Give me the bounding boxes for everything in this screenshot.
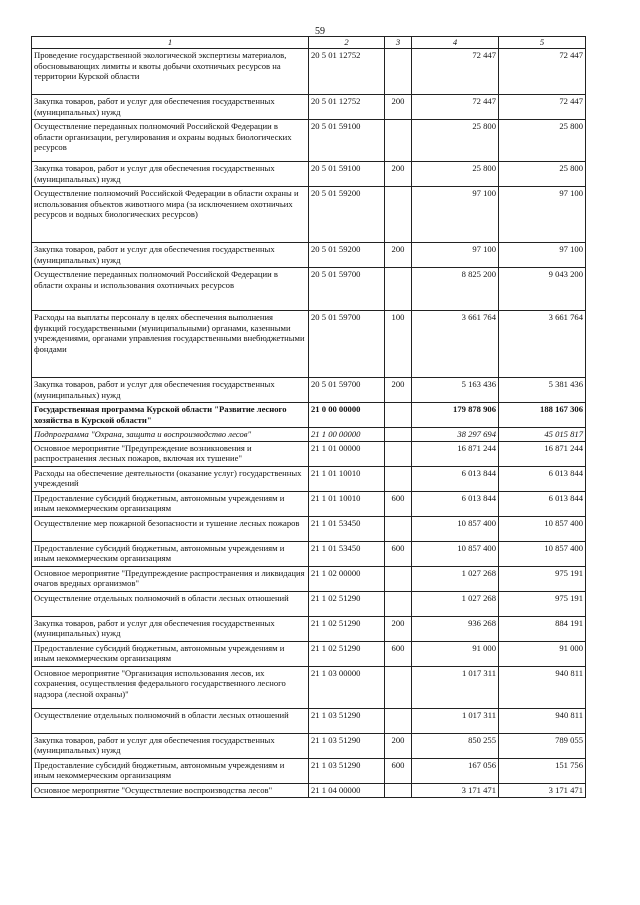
row-expense-type — [385, 466, 412, 491]
row-code: 21 1 03 51290 — [309, 708, 385, 733]
row-amount-year2: 940 811 — [499, 708, 586, 733]
row-amount-year2: 16 871 244 — [499, 441, 586, 466]
row-amount-year2: 975 191 — [499, 591, 586, 616]
row-expense-type — [385, 268, 412, 311]
row-code: 20 5 01 59700 — [309, 311, 385, 378]
row-amount-year1: 1 017 311 — [412, 708, 499, 733]
table-row — [32, 641, 586, 666]
table-row — [32, 616, 586, 641]
row-code: 20 5 01 12752 — [309, 95, 385, 120]
row-name: Предоставление субсидий бюджетным, автономным учреждениям и иным некоммерческим организациям — [32, 758, 309, 783]
row-amount-year2: 25 800 — [499, 120, 586, 162]
table-row — [32, 491, 586, 516]
row-expense-type: 600 — [385, 491, 412, 516]
table-row — [32, 378, 586, 403]
row-name: Закупка товаров, работ и услуг для обеспечения государственных (муниципальных) нужд — [32, 733, 309, 758]
row-name: Предоставление субсидий бюджетным, автономным учреждениям и иным некоммерческим организациям — [32, 541, 309, 566]
row-amount-year2: 25 800 — [499, 162, 586, 187]
row-amount-year1: 167 056 — [412, 758, 499, 783]
row-amount-year1: 25 800 — [412, 120, 499, 162]
row-amount-year1: 72 447 — [412, 49, 499, 95]
row-code: 20 5 01 59100 — [309, 120, 385, 162]
row-code: 21 1 01 10010 — [309, 491, 385, 516]
row-amount-year2: 5 381 436 — [499, 378, 586, 403]
table-row — [32, 783, 586, 797]
row-name: Закупка товаров, работ и услуг для обеспечения государственных (муниципальных) нужд — [32, 378, 309, 403]
row-amount-year2: 188 167 306 — [499, 403, 586, 428]
row-name: Основное мероприятие "Предупреждение возникновения и распространения лесных пожаров, включая их тушение" — [32, 441, 309, 466]
row-expense-type — [385, 403, 412, 428]
row-expense-type: 200 — [385, 733, 412, 758]
row-name: Закупка товаров, работ и услуг для обеспечения государственных (муниципальных) нужд — [32, 95, 309, 120]
budget-table — [31, 36, 586, 798]
row-expense-type — [385, 428, 412, 442]
column-header: 1 — [32, 37, 309, 49]
row-amount-year2: 3 171 471 — [499, 783, 586, 797]
row-amount-year1: 10 857 400 — [412, 541, 499, 566]
column-header: 5 — [499, 37, 586, 49]
row-name: Расходы на выплаты персоналу в целях обеспечения выполнения функций государственными (муниципальными) органами, казенными учреждениями, органами управления государственными внебюджетными фондами — [32, 311, 309, 378]
row-expense-type — [385, 516, 412, 541]
row-amount-year1: 97 100 — [412, 187, 499, 243]
row-amount-year1: 6 013 844 — [412, 466, 499, 491]
row-name: Осуществление полномочий Российской Федерации в области охраны и использования объектов животного мира (за исключением охотничьих ресурсов и водных биологических ресурсов) — [32, 187, 309, 243]
row-amount-year1: 3 171 471 — [412, 783, 499, 797]
row-code: 20 5 01 59100 — [309, 162, 385, 187]
table-row — [32, 466, 586, 491]
row-expense-type — [385, 666, 412, 708]
table-row — [32, 566, 586, 591]
row-amount-year1: 8 825 200 — [412, 268, 499, 311]
row-code: 21 1 04 00000 — [309, 783, 385, 797]
row-name: Расходы на обеспечение деятельности (оказание услуг) государственных учреждений — [32, 466, 309, 491]
row-amount-year2: 97 100 — [499, 243, 586, 268]
row-name: Осуществление переданных полномочий Российской Федерации в области организации, регулирования и охраны водных биологических ресурсов — [32, 120, 309, 162]
row-name: Основное мероприятие "Осуществление воспроизводства лесов" — [32, 783, 309, 797]
row-amount-year2: 884 191 — [499, 616, 586, 641]
row-amount-year1: 936 268 — [412, 616, 499, 641]
row-name: Основное мероприятие "Организация использования лесов, их сохранения, осуществления федерального государственного лесного надзора (лесной охраны)" — [32, 666, 309, 708]
row-amount-year2: 940 811 — [499, 666, 586, 708]
table-row — [32, 441, 586, 466]
row-amount-year2: 151 756 — [499, 758, 586, 783]
row-amount-year1: 1 027 268 — [412, 566, 499, 591]
row-code: 20 5 01 59700 — [309, 378, 385, 403]
row-expense-type: 200 — [385, 616, 412, 641]
row-code: 21 1 01 53450 — [309, 541, 385, 566]
row-amount-year1: 10 857 400 — [412, 516, 499, 541]
table-row — [32, 49, 586, 95]
column-header: 4 — [412, 37, 499, 49]
row-amount-year1: 25 800 — [412, 162, 499, 187]
row-code: 20 5 01 59200 — [309, 243, 385, 268]
row-amount-year2: 97 100 — [499, 187, 586, 243]
table-row — [32, 268, 586, 311]
row-code: 20 5 01 12752 — [309, 49, 385, 95]
row-name: Осуществление переданных полномочий Российской Федерации в области охраны и использования охотничьих ресурсов — [32, 268, 309, 311]
page-number: 59 — [315, 26, 325, 37]
table-row — [32, 758, 586, 783]
table-row — [32, 708, 586, 733]
row-amount-year2: 10 857 400 — [499, 541, 586, 566]
table-row — [32, 243, 586, 268]
row-amount-year1: 1 027 268 — [412, 591, 499, 616]
row-amount-year1: 91 000 — [412, 641, 499, 666]
row-amount-year1: 179 878 906 — [412, 403, 499, 428]
row-amount-year2: 45 015 817 — [499, 428, 586, 442]
row-name: Закупка товаров, работ и услуг для обеспечения государственных (муниципальных) нужд — [32, 162, 309, 187]
row-code: 21 1 01 53450 — [309, 516, 385, 541]
row-expense-type — [385, 49, 412, 95]
table-row — [32, 162, 586, 187]
row-amount-year1: 6 013 844 — [412, 491, 499, 516]
row-code: 21 1 02 51290 — [309, 641, 385, 666]
table-row — [32, 516, 586, 541]
table-row — [32, 733, 586, 758]
row-expense-type: 600 — [385, 641, 412, 666]
row-amount-year2: 91 000 — [499, 641, 586, 666]
table-row — [32, 95, 586, 120]
table-row — [32, 120, 586, 162]
row-name: Осуществление отдельных полномочий в области лесных отношений — [32, 591, 309, 616]
row-code: 21 1 02 51290 — [309, 591, 385, 616]
row-amount-year2: 6 013 844 — [499, 491, 586, 516]
row-expense-type: 200 — [385, 243, 412, 268]
row-code: 20 5 01 59700 — [309, 268, 385, 311]
table-row — [32, 187, 586, 243]
row-amount-year1: 5 163 436 — [412, 378, 499, 403]
row-amount-year2: 3 661 764 — [499, 311, 586, 378]
row-code: 20 5 01 59200 — [309, 187, 385, 243]
column-header: 3 — [385, 37, 412, 49]
row-expense-type — [385, 708, 412, 733]
row-expense-type: 200 — [385, 95, 412, 120]
row-code: 21 1 02 00000 — [309, 566, 385, 591]
row-expense-type — [385, 187, 412, 243]
row-name: Предоставление субсидий бюджетным, автономным учреждениям и иным некоммерческим организациям — [32, 641, 309, 666]
row-name: Подпрограмма "Охрана, защита и воспроизводство лесов" — [32, 428, 309, 442]
row-code: 21 0 00 00000 — [309, 403, 385, 428]
row-amount-year2: 975 191 — [499, 566, 586, 591]
table-row — [32, 403, 586, 428]
row-amount-year2: 9 043 200 — [499, 268, 586, 311]
table-row — [32, 666, 586, 708]
row-expense-type: 200 — [385, 162, 412, 187]
table-row — [32, 591, 586, 616]
table-row — [32, 311, 586, 378]
row-expense-type: 600 — [385, 541, 412, 566]
row-amount-year2: 10 857 400 — [499, 516, 586, 541]
row-expense-type — [385, 441, 412, 466]
row-amount-year1: 850 255 — [412, 733, 499, 758]
row-amount-year2: 72 447 — [499, 49, 586, 95]
row-amount-year1: 1 017 311 — [412, 666, 499, 708]
row-code: 21 1 00 00000 — [309, 428, 385, 442]
row-amount-year1: 38 297 694 — [412, 428, 499, 442]
row-name: Основное мероприятие "Предупреждение распространения и ликвидация очагов вредных организмов" — [32, 566, 309, 591]
row-name: Государственная программа Курской области "Развитие лесного хозяйства в Курской области" — [32, 403, 309, 428]
row-code: 21 1 02 51290 — [309, 616, 385, 641]
row-amount-year1: 97 100 — [412, 243, 499, 268]
row-expense-type: 600 — [385, 758, 412, 783]
row-name: Осуществление мер пожарной безопасности и тушение лесных пожаров — [32, 516, 309, 541]
table-row — [32, 428, 586, 442]
row-amount-year1: 16 871 244 — [412, 441, 499, 466]
row-code: 21 1 03 51290 — [309, 733, 385, 758]
row-name: Осуществление отдельных полномочий в области лесных отношений — [32, 708, 309, 733]
row-name: Закупка товаров, работ и услуг для обеспечения государственных (муниципальных) нужд — [32, 243, 309, 268]
row-amount-year2: 6 013 844 — [499, 466, 586, 491]
row-expense-type — [385, 566, 412, 591]
row-expense-type: 200 — [385, 378, 412, 403]
row-amount-year1: 3 661 764 — [412, 311, 499, 378]
column-header: 2 — [309, 37, 385, 49]
row-name: Предоставление субсидий бюджетным, автономным учреждениям и иным некоммерческим организациям — [32, 491, 309, 516]
row-amount-year2: 789 055 — [499, 733, 586, 758]
row-code: 21 1 01 00000 — [309, 441, 385, 466]
row-expense-type: 100 — [385, 311, 412, 378]
row-expense-type — [385, 783, 412, 797]
column-number-row — [32, 37, 586, 49]
row-name: Закупка товаров, работ и услуг для обеспечения государственных (муниципальных) нужд — [32, 616, 309, 641]
table-row — [32, 541, 586, 566]
row-code: 21 1 03 51290 — [309, 758, 385, 783]
row-expense-type — [385, 591, 412, 616]
row-amount-year2: 72 447 — [499, 95, 586, 120]
row-name: Проведение государственной экологической экспертизы материалов, обосновывающих лимиты и квоты добычи охотничьих ресурсов на территории Курской области — [32, 49, 309, 95]
row-amount-year1: 72 447 — [412, 95, 499, 120]
row-code: 21 1 01 10010 — [309, 466, 385, 491]
row-expense-type — [385, 120, 412, 162]
row-code: 21 1 03 00000 — [309, 666, 385, 708]
